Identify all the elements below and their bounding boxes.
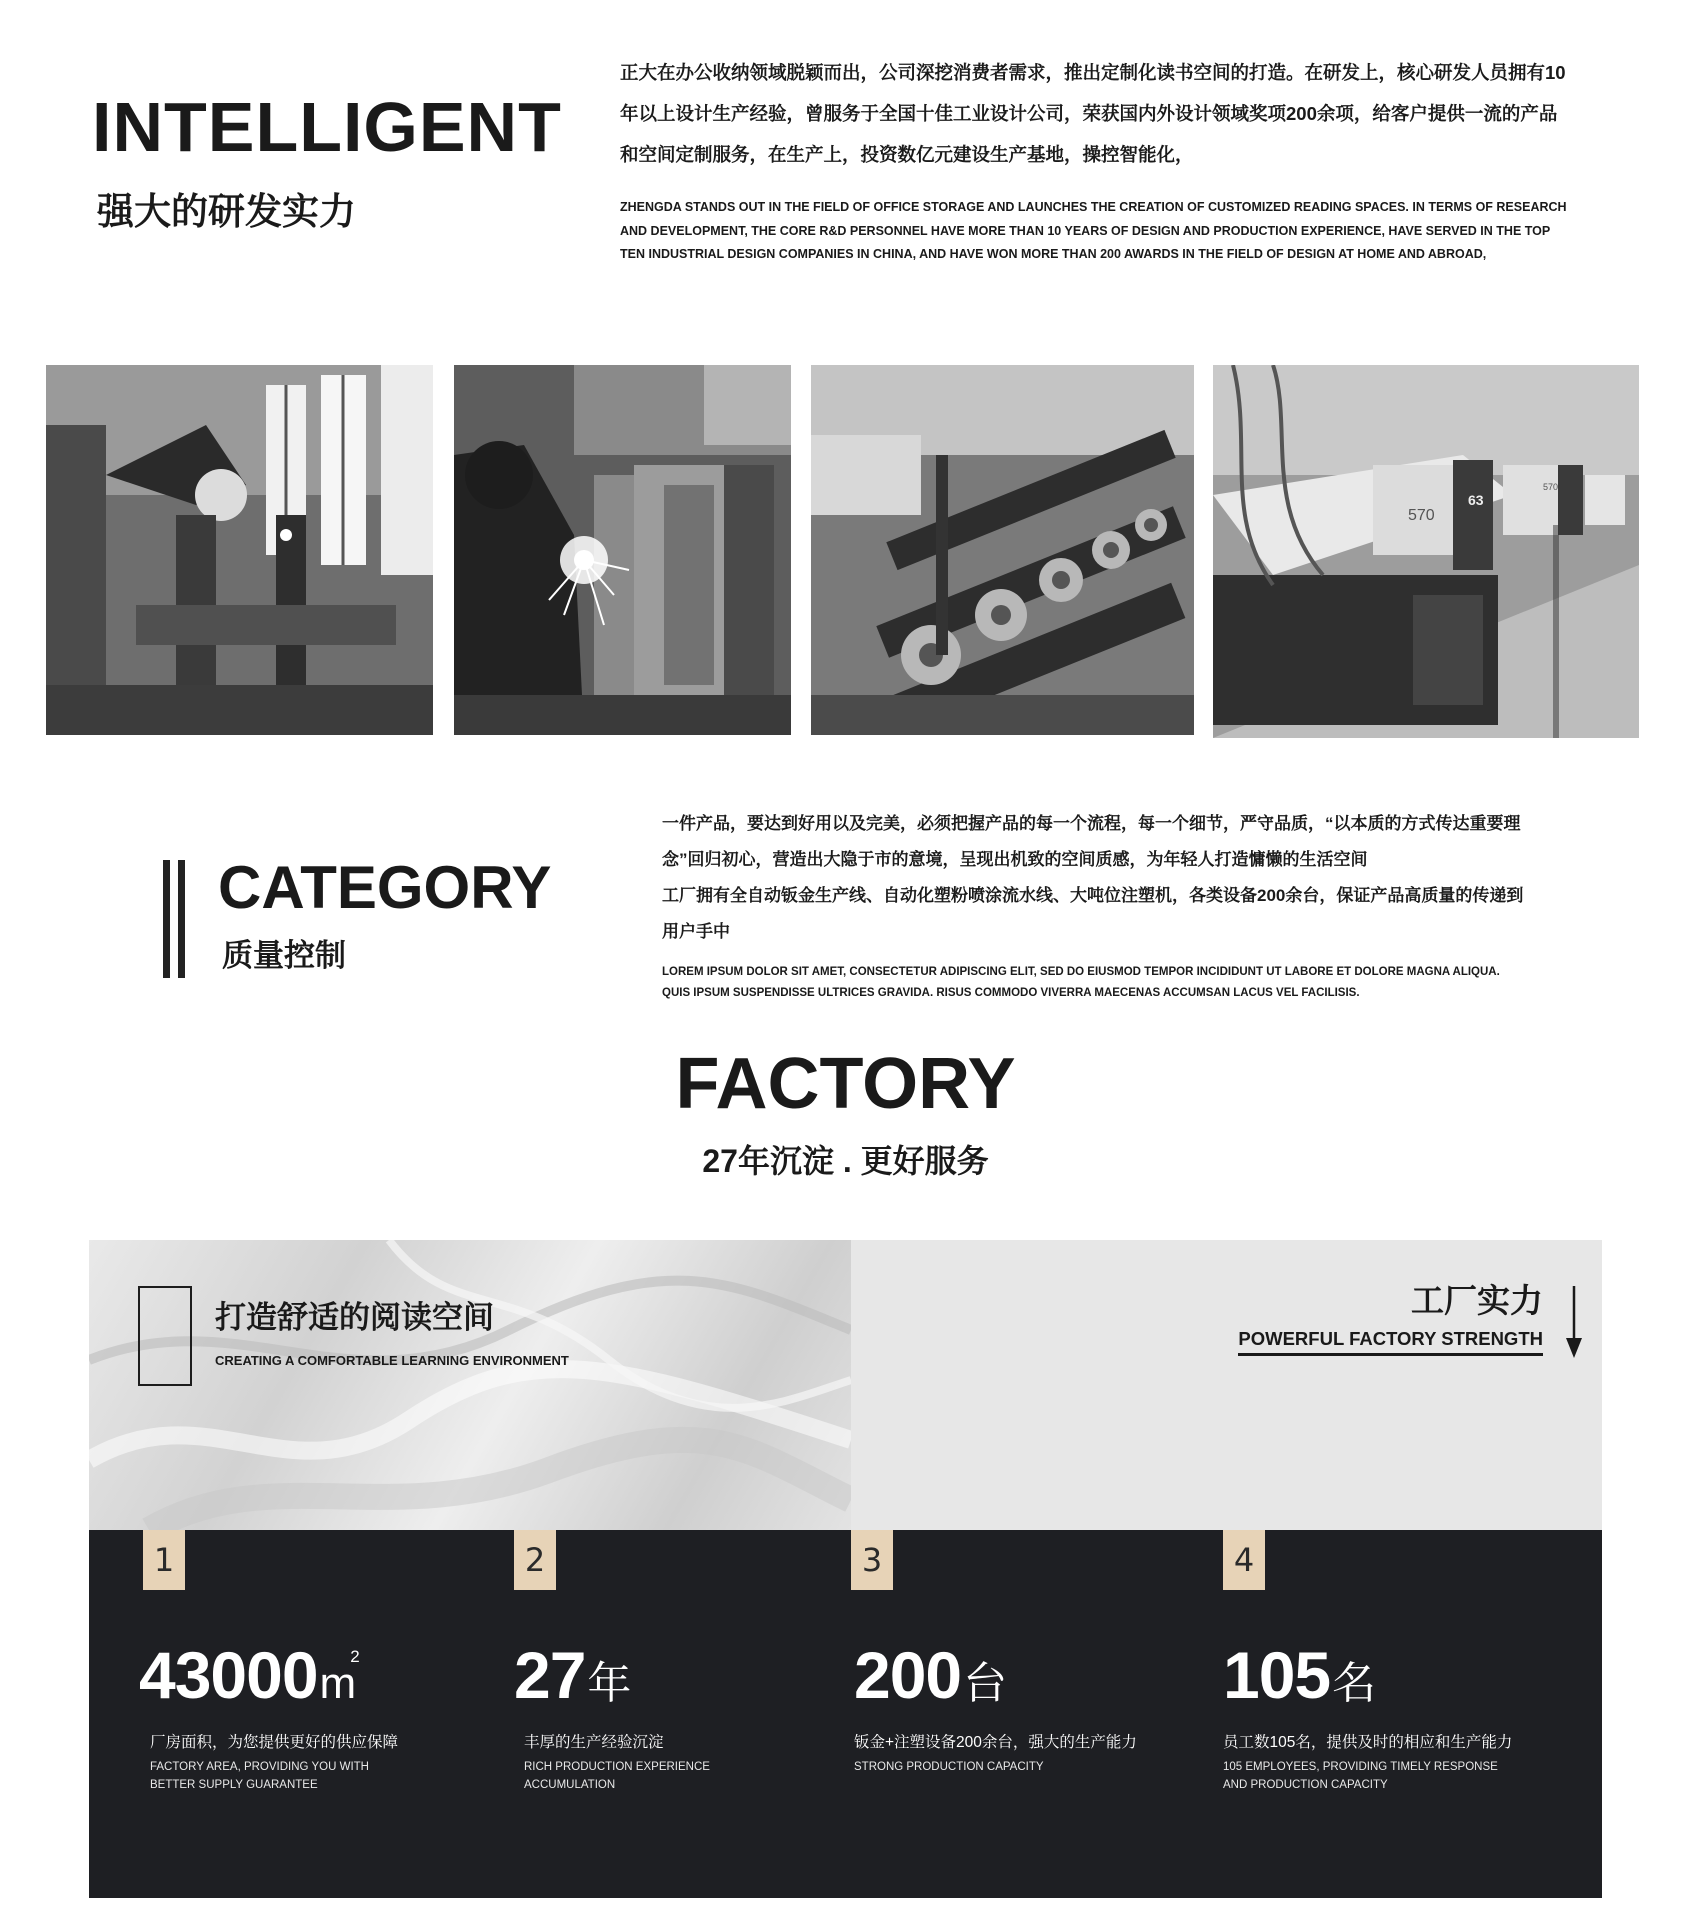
banner-right-title: 工厂实力 [1411, 1282, 1543, 1319]
paragraph-line: AND DEVELOPMENT, THE CORE R&D PERSONNEL HAVE MORE THAN 10 YEARS OF DESIGN AND PRODUCTION EXPERIENCE, HAVE SERVED IN THE TOP [620, 223, 1551, 238]
stat-value [514, 1638, 632, 1712]
paragraph-line: 工厂拥有全自动钣金生产线、自动化塑粉喷涂流水线、大吨位注塑机，各类设备200余台，保证产品高质量的传递到 [662, 886, 1524, 905]
photo-robotic-welding [46, 365, 433, 735]
stat-index-badge: 2 [514, 1530, 556, 1590]
stat-number: 105 [1223, 1638, 1331, 1712]
stat-value [139, 1638, 360, 1712]
stat-description: 厂房面积，为您提供更好的供应保障 [150, 1734, 399, 1751]
stat-description-english [1223, 1758, 1523, 1794]
factory-heading: FACTORY [675, 1044, 1016, 1124]
paragraph-line: LOREM IPSUM DOLOR SIT AMET, CONSECTETUR ADIPISCING ELIT, SED DO EIUSMOD TEMPOR INCIDIDUNT UT LABORE ET DOLORE MAGNA ALIQUA. [662, 966, 1500, 978]
intelligent-heading: INTELLIGENT [92, 88, 562, 166]
caption-line: ACCUMULATION [524, 1779, 616, 1791]
stat-unit-superscript: 2 [350, 1647, 360, 1666]
stat-description: 钣金+注塑设备200余台，强大的生产能力 [854, 1734, 1137, 1751]
paragraph-line: 年以上设计生产经验，曾服务于全国十佳工业设计公司，荣获国内外设计领域奖项200余项，给客户提供一流的产品 [620, 103, 1558, 124]
caption-line: RICH PRODUCTION EXPERIENCE [524, 1761, 710, 1773]
paragraph-line: QUIS IPSUM SUSPENDISSE ULTRICES GRAVIDA. RISUS COMMODO VIVERRA MAECENAS ACCUMSAN LACUS VEL FACILISIS. [662, 987, 1360, 999]
stat-description: 丰厚的生产经验沉淀 [524, 1734, 664, 1751]
banner-left-caption: CREATING A COMFORTABLE LEARNING ENVIRONMENT [215, 1353, 569, 1368]
factory-subheading: 27年沉淀 . 更好服务 [702, 1143, 989, 1179]
decorative-frame [138, 1286, 192, 1386]
stat-description-english [524, 1758, 824, 1794]
stat-index-badge: 1 [143, 1530, 185, 1590]
stat-unit: 名 [1332, 1659, 1377, 1708]
stat-unit: 台 [963, 1659, 1008, 1708]
stat-number: 200 [854, 1638, 962, 1712]
stat-index-badge: 4 [1223, 1530, 1265, 1590]
stat-value [1223, 1638, 1377, 1712]
stat-description-english [854, 1758, 1154, 1776]
decorative-bar [178, 860, 185, 978]
caption-line: AND PRODUCTION CAPACITY [1223, 1779, 1388, 1791]
stat-unit: 年 [587, 1659, 632, 1708]
intelligent-subheading: 强大的研发实力 [97, 191, 356, 232]
stat-number: 27 [514, 1638, 586, 1712]
category-decorative-bars [163, 860, 187, 978]
arrow-down-icon [1564, 1286, 1584, 1358]
photo-roll-forming-line [811, 365, 1194, 735]
paragraph-line: 正大在办公收纳领域脱颖而出，公司深挖消费者需求，推出定制化读书空间的打造。在研发上，核心研发人员拥有10 [620, 62, 1566, 83]
photo-injection-molding-machines [1213, 365, 1639, 738]
caption-line: 105 EMPLOYEES, PROVIDING TIMELY RESPONSE [1223, 1761, 1498, 1773]
decorative-bar [163, 860, 170, 978]
photo-manual-welding [454, 365, 791, 735]
category-chinese-paragraph [662, 806, 1562, 950]
caption-line: BETTER SUPPLY GUARANTEE [150, 1779, 318, 1791]
banner-left-title: 打造舒适的阅读空间 [215, 1300, 494, 1335]
paragraph-line: TEN INDUSTRIAL DESIGN COMPANIES IN CHINA, AND HAVE WON MORE THAN 200 AWARDS IN THE FIELD OF DESIGN AT HOME AND ABROAD, [620, 247, 1487, 261]
paragraph-line: 和空间定制服务，在生产上，投资数亿元建设生产基地，操控智能化， [620, 144, 1194, 165]
stat-number: 43000 [139, 1638, 318, 1712]
marble-texture-panel [89, 1240, 851, 1530]
machine-label: 570 [1408, 507, 1435, 524]
stat-value [854, 1638, 1008, 1712]
caption-line: FACTORY AREA, PROVIDING YOU WITH [150, 1761, 369, 1773]
paragraph-line: 用户手中 [662, 922, 730, 941]
stats-panel [89, 1530, 1602, 1898]
stat-description-english [150, 1758, 450, 1794]
category-english-paragraph [662, 962, 1582, 1004]
stat-index-badge: 3 [851, 1530, 893, 1590]
machine-label: 63 [1468, 492, 1484, 508]
intelligent-english-paragraph [620, 196, 1630, 267]
machine-label: 570 [1543, 482, 1559, 492]
intelligent-chinese-paragraph [620, 52, 1630, 175]
category-heading: CATEGORY [218, 854, 552, 921]
paragraph-line: 念”回归初心，营造出大隐于市的意境，呈现出机致的空间质感，为年轻人打造慵懒的生活空间 [662, 850, 1368, 869]
category-subheading: 质量控制 [222, 938, 346, 973]
caption-line: STRONG PRODUCTION CAPACITY [854, 1761, 1044, 1773]
paragraph-line: 一件产品，要达到好用以及完美，必须把握产品的每一个流程，每一个细节，严守品质，“以本质的方式传达重要理 [662, 814, 1521, 833]
paragraph-line: ZHENGDA STANDS OUT IN THE FIELD OF OFFICE STORAGE AND LAUNCHES THE CREATION OF CUSTOMIZED READING SPACES. IN TERMS OF RESEARCH [620, 200, 1567, 214]
banner-right-caption: POWERFUL FACTORY STRENGTH [1238, 1330, 1543, 1356]
stat-description: 员工数105名，提供及时的相应和生产能力 [1223, 1734, 1513, 1751]
stat-unit: m [319, 1659, 357, 1708]
